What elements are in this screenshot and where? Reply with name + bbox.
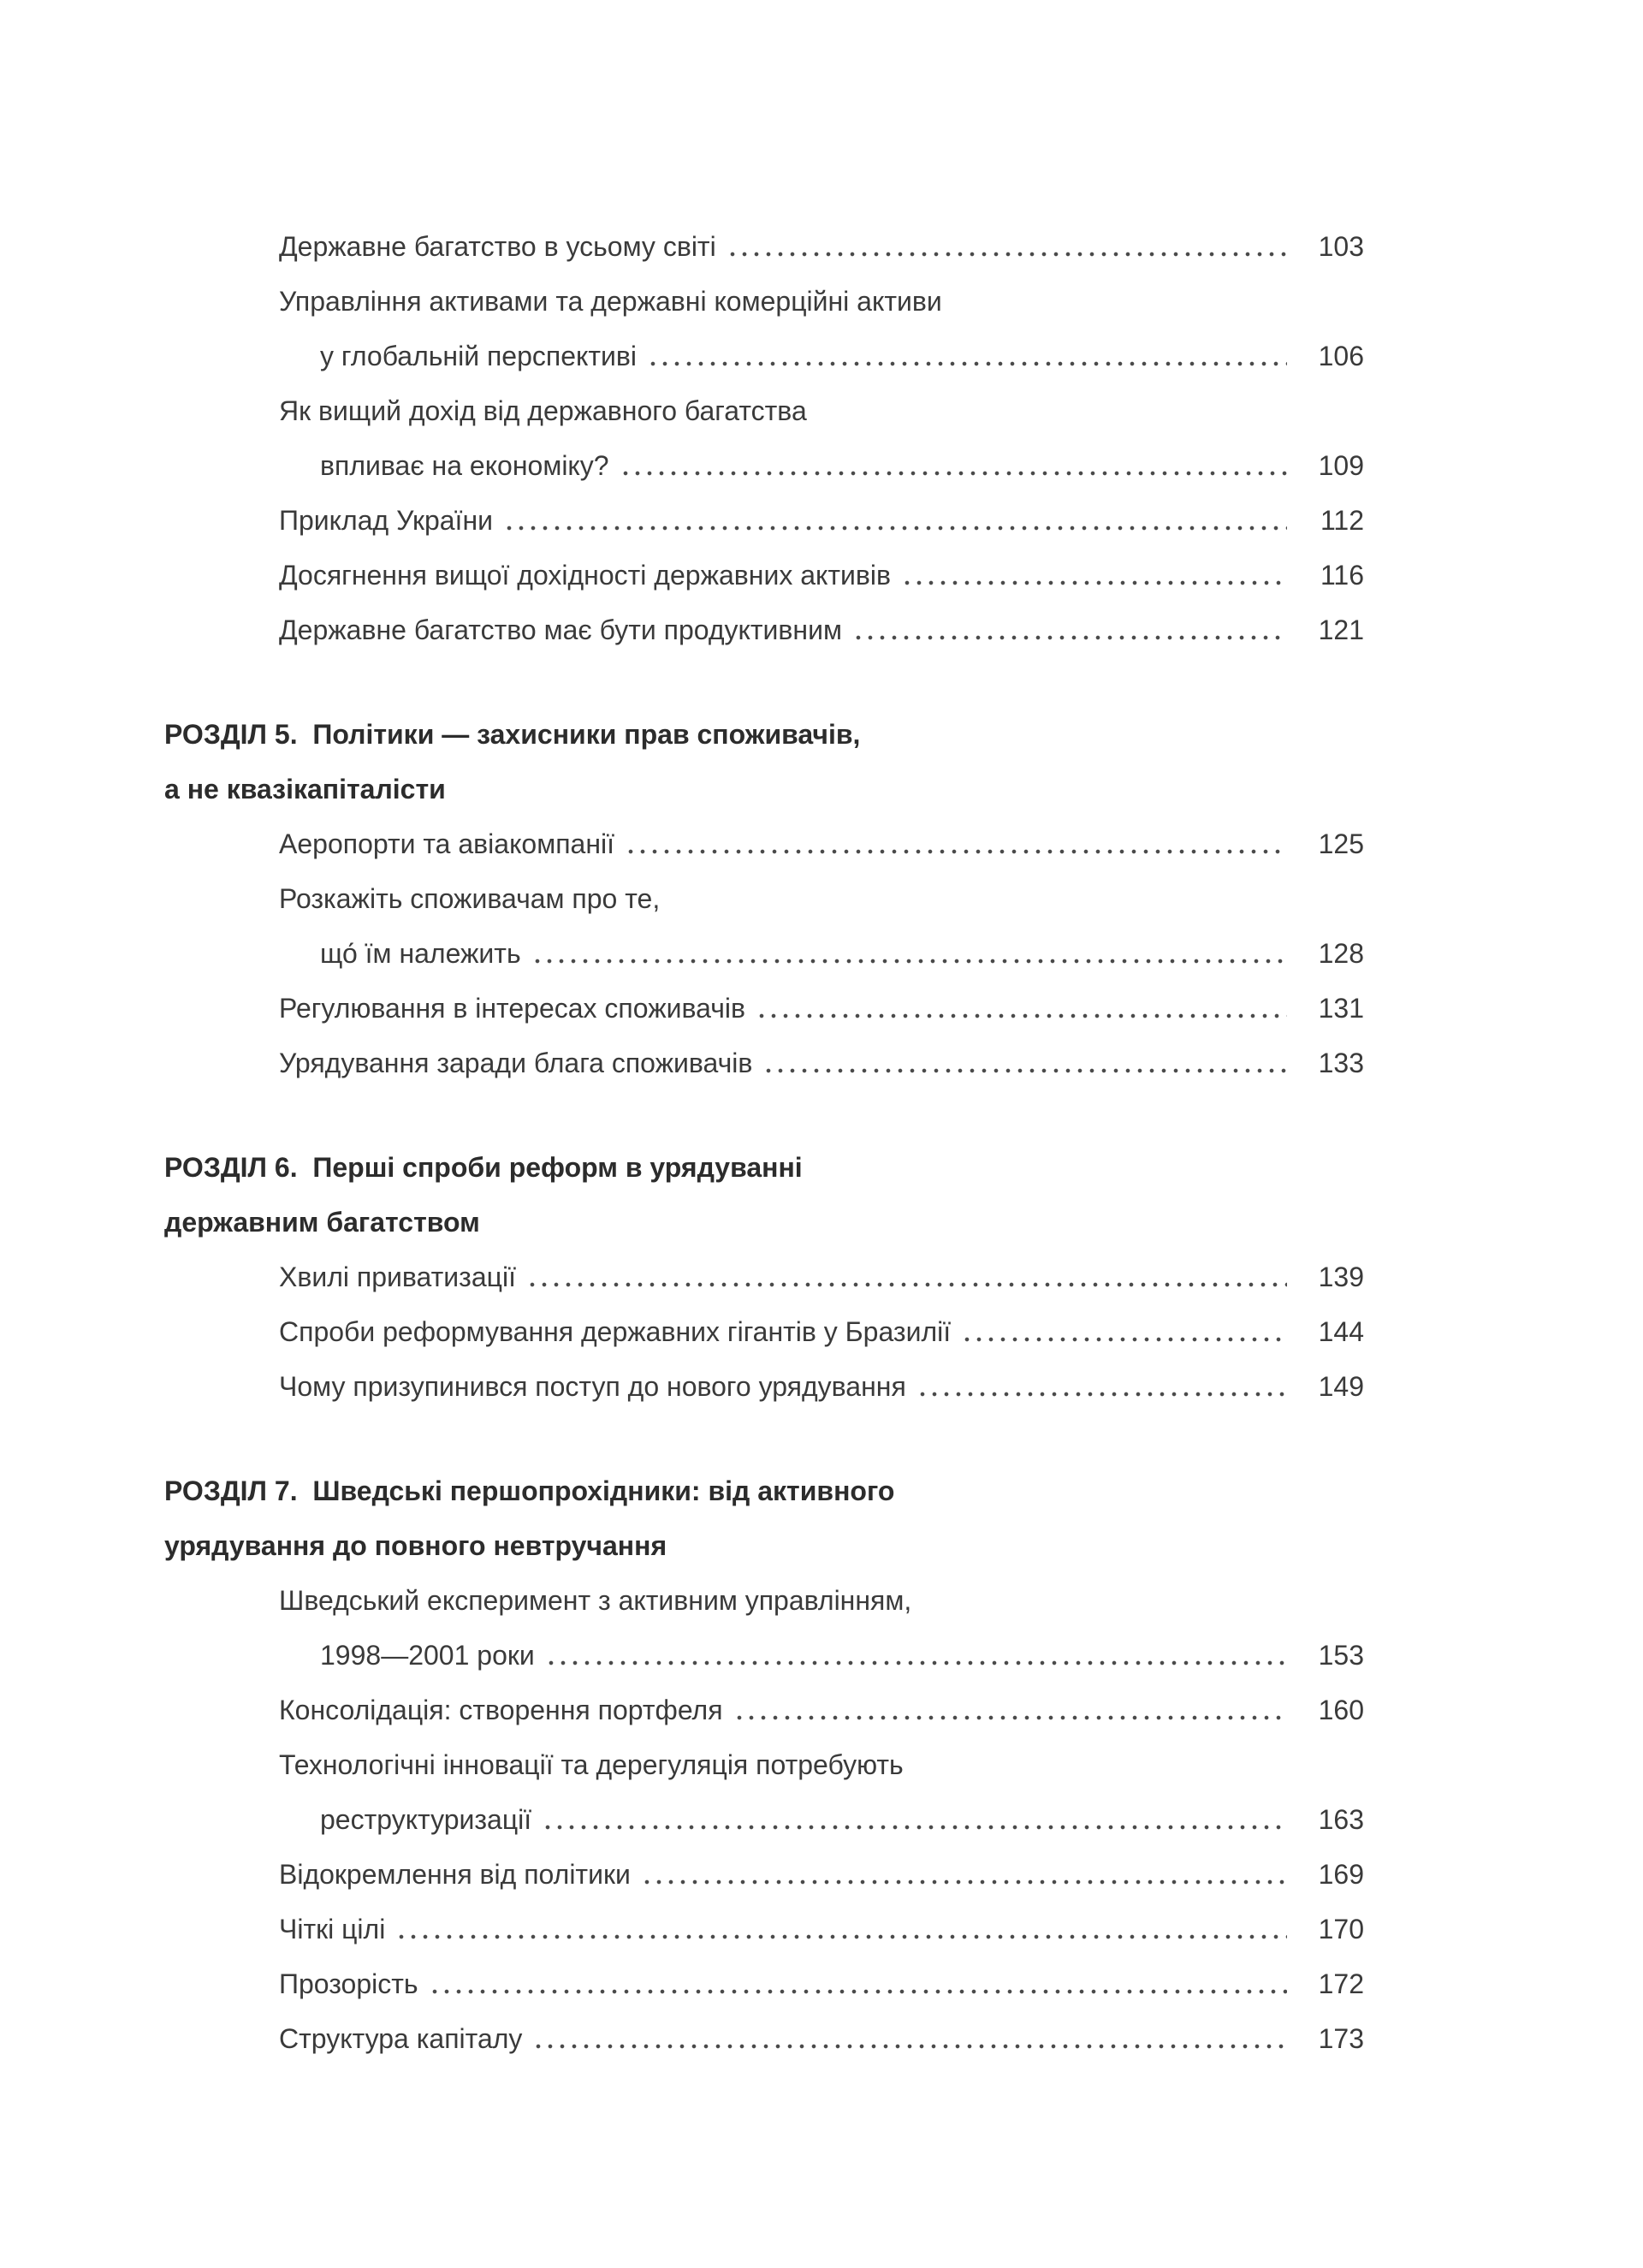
page-number: 139 (1318, 1262, 1364, 1292)
toc-entry (164, 383, 1364, 493)
dot-leader (641, 1847, 1287, 1902)
dot-leader (526, 1250, 1287, 1304)
dot-leader (620, 438, 1287, 493)
toc-entry (164, 493, 1364, 548)
toc-section (164, 707, 1364, 1090)
entry-title: Чому призупинився поступ до нового урядування (279, 1371, 906, 1402)
chapter-heading-line: РОЗДІЛ 7. Шведські першопрохідники: від активного (164, 1475, 895, 1506)
toc-section (164, 1464, 1364, 2066)
entry-title: Прозорість (279, 1968, 418, 1999)
toc-entry-line (164, 603, 1364, 657)
toc-entry-line (164, 2011, 1364, 2066)
toc-entry-line (164, 383, 1364, 438)
page-number: 153 (1318, 1640, 1364, 1671)
entry-title: Аеропорти та авіакомпанії (279, 828, 615, 859)
toc-entry-line (164, 1792, 1364, 1847)
toc-entry-line (164, 219, 1364, 274)
entry-title: Урядування заради блага споживачів (279, 1048, 753, 1078)
dot-leader (429, 1956, 1287, 2011)
dot-leader (901, 548, 1287, 603)
page-number: 160 (1318, 1695, 1364, 1725)
toc-entry-line (164, 548, 1364, 603)
toc-entry-line (164, 329, 1364, 383)
entry-title: Регулювання в інтересах споживачів (279, 993, 745, 1024)
entry-title: 1998—2001 роки (320, 1640, 535, 1671)
page-number: 106 (1318, 341, 1364, 371)
chapter-heading-line: РОЗДІЛ 6. Перші спроби реформ в урядуванні (164, 1152, 803, 1183)
dot-leader (647, 329, 1287, 383)
toc-entry (164, 1902, 1364, 1956)
entry-title: Спроби реформування державних гігантів у Бразилії (279, 1316, 952, 1347)
chapter-heading-line: урядування до повного невтручання (164, 1530, 667, 1561)
toc-entry-line (164, 1683, 1364, 1737)
page-number: 133 (1318, 1048, 1364, 1078)
dot-leader (961, 1304, 1287, 1359)
entry-title: Як вищий дохід від державного багатства (279, 395, 807, 426)
toc-entry (164, 1737, 1364, 1847)
dot-leader (727, 219, 1287, 274)
entry-title: Управління активами та державні комерційні активи (279, 286, 942, 317)
page-number: 116 (1320, 560, 1364, 591)
entry-title: Розкажіть споживачам про те, (279, 883, 661, 914)
toc-entry-line (164, 816, 1364, 871)
dot-leader (531, 926, 1287, 981)
toc-entry-line (164, 981, 1364, 1036)
toc-entry-line (164, 1250, 1364, 1304)
entry-title: що́ їм належить (320, 938, 521, 969)
toc-entry (164, 816, 1364, 871)
toc-entry (164, 1250, 1364, 1304)
toc-entry (164, 1683, 1364, 1737)
toc-entry-line (164, 1036, 1364, 1090)
page-number: 170 (1318, 1914, 1364, 1944)
dot-leader (916, 1359, 1287, 1414)
page-number: 163 (1318, 1804, 1364, 1835)
entry-title: Шведський експеримент з активним управлінням, (279, 1585, 912, 1616)
page-number: 103 (1318, 231, 1364, 262)
chapter-heading-line: РОЗДІЛ 5. Політики — захисники прав споживачів, (164, 719, 861, 750)
toc-entry-line (164, 274, 1364, 329)
toc-entry-line (164, 871, 1364, 926)
toc-entry (164, 274, 1364, 383)
toc-entry-line (164, 1737, 1364, 1792)
toc-entry-line (164, 1359, 1364, 1414)
entry-title: Досягнення вищої дохідності державних активів (279, 560, 891, 591)
dot-leader (395, 1902, 1287, 1956)
entry-title: впливає на економіку? (320, 450, 609, 481)
toc-entry-line (164, 1902, 1364, 1956)
page-number: 173 (1318, 2023, 1364, 2054)
dot-leader (625, 816, 1287, 871)
dot-leader (756, 981, 1287, 1036)
toc-entry (164, 219, 1364, 274)
toc-entry (164, 603, 1364, 657)
dot-leader (503, 493, 1287, 548)
toc-entry (164, 1304, 1364, 1359)
toc-entry (164, 1847, 1364, 1902)
page-number: 144 (1318, 1316, 1364, 1347)
toc-entry-line (164, 1847, 1364, 1902)
page-number: 128 (1318, 938, 1364, 969)
toc-entry (164, 871, 1364, 981)
entry-title: Структура капіталу (279, 2023, 523, 2054)
page-number: 172 (1318, 1968, 1364, 1999)
toc-entry (164, 1359, 1364, 1414)
dot-leader (542, 1792, 1287, 1847)
toc-entry-line (164, 1956, 1364, 2011)
toc-entry-line (164, 1573, 1364, 1628)
toc-entry (164, 548, 1364, 603)
page-number: 149 (1318, 1371, 1364, 1402)
page-number: 121 (1318, 614, 1364, 645)
toc-entry (164, 1956, 1364, 2011)
toc-entry (164, 2011, 1364, 2066)
dot-leader (852, 603, 1287, 657)
page-number: 109 (1318, 450, 1364, 481)
entry-title: реструктуризації (320, 1804, 532, 1835)
entry-title: Чіткі цілі (279, 1914, 386, 1944)
dot-leader (762, 1036, 1287, 1090)
table-of-contents (164, 219, 1364, 2066)
dot-leader (532, 2011, 1287, 2066)
toc-entry (164, 1573, 1364, 1683)
entry-title: Консолідація: створення портфеля (279, 1695, 723, 1725)
entry-title: Державне багатство в усьому світі (279, 231, 716, 262)
toc-entry-line (164, 438, 1364, 493)
toc-entry-line (164, 926, 1364, 981)
entry-title: у глобальній перспективі (320, 341, 638, 371)
toc-entry (164, 1036, 1364, 1090)
chapter-heading-line: а не квазікапіталісти (164, 774, 446, 804)
toc-entry (164, 981, 1364, 1036)
toc-entry-line (164, 1304, 1364, 1359)
entry-title: Технологічні інновації та дерегуляція потребують (279, 1749, 904, 1780)
toc-section (164, 219, 1364, 657)
page-number: 169 (1318, 1859, 1364, 1890)
entry-title: Відокремлення від політики (279, 1859, 631, 1890)
toc-entry-line (164, 1628, 1364, 1683)
dot-leader (545, 1628, 1287, 1683)
page-number: 125 (1318, 828, 1364, 859)
dot-leader (733, 1683, 1287, 1737)
entry-title: Державне багатство має бути продуктивним (279, 614, 842, 645)
toc-section (164, 1140, 1364, 1414)
toc-entry-line (164, 493, 1364, 548)
entry-title: Хвилі приватизації (279, 1262, 516, 1292)
page-number: 131 (1318, 993, 1364, 1024)
entry-title: Приклад України (279, 505, 493, 536)
page-number: 112 (1320, 505, 1364, 536)
chapter-heading-line: державним багатством (164, 1207, 480, 1238)
